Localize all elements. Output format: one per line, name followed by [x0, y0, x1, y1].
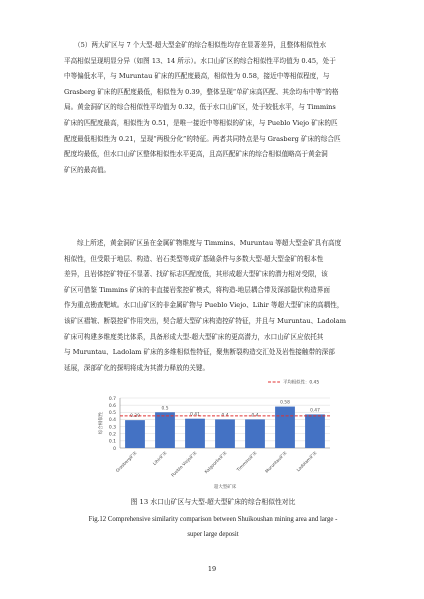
figure-caption-zh: 图 13 水口山矿区与大型-超大型矿床的综合相似性对比 — [130, 498, 296, 506]
text-line: 该矿区褶皱、断裂控矿作用突出，契合超大型矿床构造控矿特征，并且与 Muruntau、Ladolam — [64, 316, 346, 325]
x-tick-label: Lihir矿床 — [151, 450, 168, 467]
data-label: 0.47 — [310, 408, 320, 414]
similarity-bar-chart — [90, 374, 350, 494]
x-tick-label: Muruntau矿床 — [263, 450, 288, 474]
bar — [215, 419, 235, 448]
data-label: 0.4 — [221, 413, 229, 419]
text-line: 矿区的最高值。 — [64, 165, 111, 174]
bar — [155, 412, 175, 448]
paragraph-2 — [64, 236, 362, 376]
y-tick-label: 0.7 — [108, 396, 116, 402]
bar — [245, 419, 265, 448]
data-label: 0.4 — [251, 413, 259, 419]
y-tick-label: 0.6 — [108, 403, 116, 409]
text-line: 矿区可借鉴 Timmins 矿床的非直接岩浆控矿模式，将构造-地层耦合带及深部隐伏构造界面 — [64, 285, 330, 294]
text-line: 矿床的匹配度最高，相似性为 0.51，是唯一接近中等相似的矿床，与 Pueblo Viejo 矿床的匹 — [64, 118, 338, 127]
text-line: Grasberg 矿床的匹配度最低，相似性为 0.39，整体呈现“单矿床高匹配、其余均布中等”的格 — [64, 87, 339, 96]
text-line: 延展，深部矿化的探明将成为其潜力释放的关键。 — [64, 363, 210, 372]
data-label: 0.5 — [161, 406, 169, 412]
figure-caption-en-line2: super large deposit — [187, 531, 239, 538]
bar — [185, 419, 205, 448]
x-tick-label: Timmins矿床 — [235, 450, 258, 473]
paragraph-1 — [64, 38, 362, 178]
text-line: （5）两大矿区与 7 个大型-超大型金矿的综合相似性均存在显著差异，且整体相似性水 — [74, 41, 327, 49]
text-line: 与 Muruntau、Ladolam 矿床的多维相似性特征，聚焦断裂构造交汇处及岩性接触带的深部 — [64, 348, 335, 357]
text-line: 差异，且岩体控矿特征不显著、找矿标志匹配度低，其形成超大型矿床的潜力相对受限，该 — [64, 270, 328, 279]
bar — [275, 407, 295, 448]
text-line: 综上所述，黄金洞矿区虽在金属矿物维度与 Timmins、Muruntau 等超大型金矿具有高度 — [77, 239, 342, 247]
text-line: 中等偏低水平，与 Muruntau 矿床的匹配度最高，相似性为 0.58，接近中等相似程度，与 — [64, 72, 330, 81]
y-axis-label: 综合相似性 — [99, 411, 104, 435]
y-tick-label: 0.4 — [108, 418, 116, 424]
text-line: 相似性，但受限于地层、构造、岩石类型等成矿基础条件与多数大型-超大型金矿的根本性 — [64, 254, 324, 263]
text-line: 平高相似呈现明显分异（如图 13、14 所示）。水口山矿区的综合相似性平均值为 0.45，处于 — [64, 56, 336, 65]
legend-label: 平均相似性：0.45 — [283, 380, 320, 386]
x-axis-label: 超大型矿床 — [213, 485, 237, 490]
text-line: 局。黄金洞矿区的综合相似性平均值为 0.32，低于水口山矿区，处于较低水平，与 Timmins — [64, 103, 336, 112]
data-label: 0.58 — [280, 400, 290, 406]
y-tick-label: 0.5 — [108, 411, 116, 417]
text-line: 作为重点勘查靶域。水口山矿区的非金属矿物与 Pueblo Viejo、Lihir 等超大型矿床的高耦性， — [64, 301, 344, 310]
x-tick-label: Ladolam矿床 — [295, 450, 318, 473]
y-tick-label: 0.2 — [108, 432, 116, 438]
y-tick-label: 0.3 — [108, 425, 116, 431]
x-tick-label: Pueblo Viejo矿床 — [170, 450, 198, 478]
y-tick-label: 0.1 — [108, 439, 116, 445]
y-tick-label: 0 — [113, 446, 116, 452]
data-label: 0.39 — [130, 414, 140, 420]
text-line: 配度均最低，但水口山矿区整体相似性水平更高，且高匹配矿床的综合相似值略高于黄金洞 — [64, 150, 328, 159]
text-line: 配度最低相似性为 0.21，呈现“两极分化”的特征。两者共同特点是与 Grasberg 矿床的综合匹 — [64, 134, 341, 143]
text-line: 矿床可构建多维度类比体系，具备形成大型-超大型矿床的更高潜力，水口山矿区应依托其 — [64, 332, 324, 341]
bar — [125, 420, 145, 448]
figure-caption-en-line1: Fig.12 Comprehensive similarity comparison between Shuikoushan mining area and large - — [88, 516, 338, 523]
bar — [305, 414, 325, 448]
x-tick-label: Grasberg矿床 — [114, 450, 138, 474]
x-tick-label: Kalgoorlie矿床 — [203, 450, 228, 475]
page-number: 19 — [207, 565, 217, 573]
data-label: 0.41 — [190, 412, 200, 418]
